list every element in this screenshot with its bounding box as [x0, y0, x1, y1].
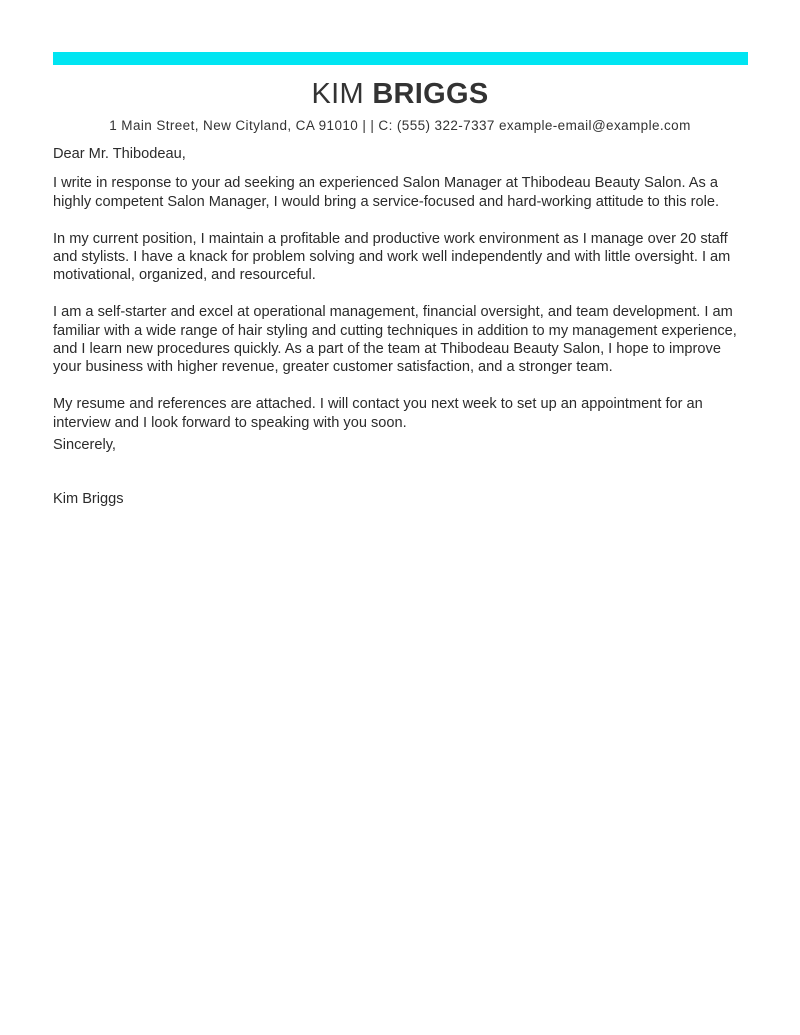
signature: Kim Briggs	[53, 491, 124, 508]
letter-body	[53, 145, 753, 509]
paragraph-3: I am a self-starter and excel at operational management, financial oversight, and team development. I am familiar with a wide range of hair styling and cutting techniques in addition to my management experience, and I learn new procedures quickly. As a part of the team at Thibodeau Beauty Salon, I hope to improve your business with higher revenue, greater customer satisfaction, and a stronger team.	[53, 304, 737, 376]
contact-line: 1 Main Street, New Cityland, CA 91010 | | C: (555) 322-7337 example-email@example.com	[109, 118, 691, 133]
paragraph-2: In my current position, I maintain a profitable and productive work environment as I manage over 20 staff and stylists. I have a knack for problem solving and work well independently and with little oversight. I am motivational, organized, and resourceful.	[53, 230, 731, 284]
applicant-name	[0, 74, 800, 114]
paragraph-1: I write in response to your ad seeking an experienced Salon Manager at Thibodeau Beauty Salon. As a highly competent Salon Manager, I would bring a service-focused and hard-working attitude to this role.	[53, 175, 720, 210]
closing: Sincerely,	[53, 437, 116, 454]
first-name: KIM	[311, 78, 364, 110]
salutation: Dear Mr. Thibodeau,	[53, 146, 186, 162]
paragraph-4: My resume and references are attached. I will contact you next week to set up an appointment for an interview and I look forward to speaking with you soon.	[53, 396, 703, 431]
last-name: BRIGGS	[372, 78, 489, 110]
accent-bar	[53, 52, 748, 65]
